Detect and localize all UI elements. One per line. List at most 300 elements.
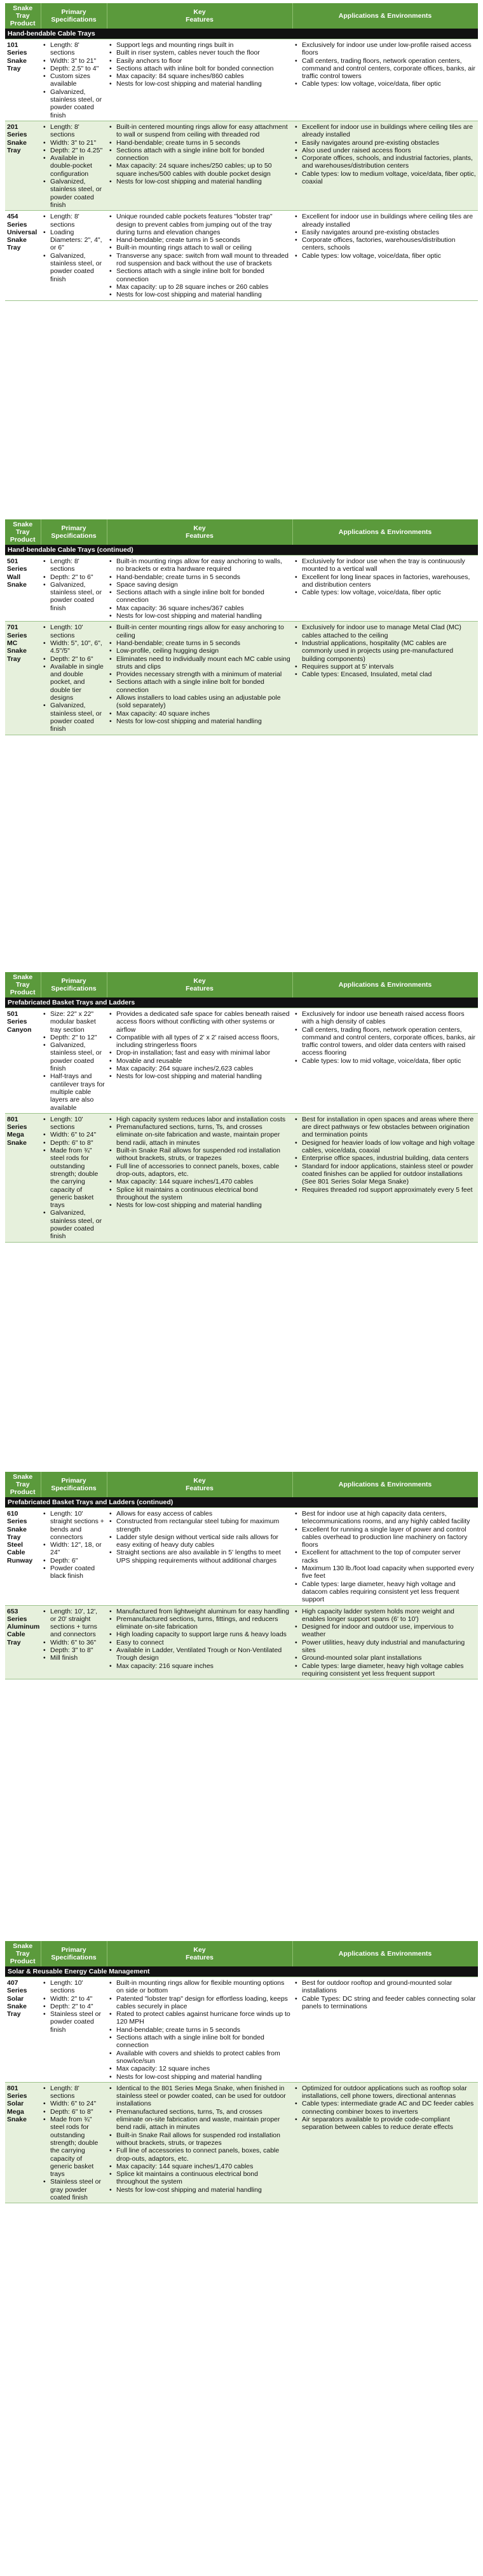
header-primary-specifications [41, 972, 107, 998]
product-name-line: MC Snake [7, 639, 27, 655]
product-name-line: Snake Tray [7, 138, 27, 154]
bullet-item: • Easily navigates around pre-existing obstacles [300, 229, 476, 236]
header-product-line: Snake Tray [13, 973, 33, 989]
primary-specifications-cell [41, 1605, 107, 1679]
product-name-line: Snake Tray [7, 1525, 27, 1541]
header-key-features-line: Features [186, 1954, 214, 1961]
product-name [5, 1508, 41, 1606]
product-row [5, 556, 478, 622]
header-row [5, 519, 478, 545]
bullet-item: • Allows for easy access of cables [114, 1510, 290, 1518]
primary-specifications-cell [41, 39, 107, 121]
spec-table [5, 1472, 478, 1679]
product-row [5, 2082, 478, 2203]
bullet-item: • Available in double-pocket configuration [48, 154, 105, 178]
bullet-item: • Half-trays and cantilever trays for multiple cable layers are also available [48, 1072, 105, 1111]
primary-specifications-cell [41, 1977, 107, 2083]
key-features-cell [107, 622, 292, 735]
bullet-item: • Nests for low-cost shipping and material handling [114, 612, 290, 620]
header-applications-line: Applications & Environments [338, 528, 432, 536]
bullet-item: • Corporate offices, schools, and industrial factories, plants, and warehouses/distribution centers [300, 154, 476, 170]
header-product-line: Snake Tray [13, 1473, 33, 1488]
bullet-item: • Built-in centered mounting rings allow for easy attachment to wall or suspend from ceiling with threaded rod [114, 123, 290, 139]
product-name [5, 211, 41, 300]
bullet-item: • Power utilities, heavy duty industrial and manufacturing sites [300, 1639, 476, 1655]
header-key-features-line: Features [186, 16, 214, 23]
bullet-item: • Full line of accessories to connect panels, boxes, cable drop-outs, adaptors, etc. [114, 1163, 290, 1178]
header-primary-specifications [41, 519, 107, 545]
header-applications-line: Applications & Environments [338, 1481, 432, 1488]
bullet-item: • Cable types: large diameter, heavy high voltage cables requiring consistent yet less frequent support [300, 1662, 476, 1678]
bullet-item: • Length: 8' sections [48, 41, 105, 57]
bullet-item: • Length: 8' sections [48, 557, 105, 573]
table-header [5, 972, 478, 998]
header-product-line: Snake Tray [13, 4, 33, 20]
key-features-list [109, 624, 290, 725]
bullet-item: • Galvanized, stainless steel, or powder coated finish [48, 252, 105, 283]
product-name-line: 454 Series [7, 213, 27, 229]
bullet-item: • Also used under raised access floors [300, 147, 476, 154]
bullet-item: • Loading Diameters: 2", 4", or 6" [48, 229, 105, 252]
bullet-item: • Exclusively for indoor use beneath raised access floors with a high density of cables [300, 1010, 476, 1026]
product-name [5, 556, 41, 622]
product-name-line: Aluminum [7, 1623, 40, 1631]
primary-specifications-cell [41, 1008, 107, 1114]
applications-environments-list [294, 1510, 476, 1604]
bullet-item: • Length: 10' sections [48, 624, 105, 639]
bullet-item: • Corporate offices, factories, warehouses/distribution centers, schools [300, 236, 476, 252]
bullet-item: • Space saving design [114, 581, 290, 589]
header-primary-specifications-line: Primary [61, 8, 86, 16]
primary-specifications-cell [41, 1508, 107, 1606]
bullet-item: • Depth: 2" to 6" [48, 573, 105, 581]
header-product-line: Product [10, 989, 36, 996]
bullet-item: • Made from ¾" steel rods for outstanding strength; double the carrying capacity of generic basket trays [48, 1147, 105, 1209]
bullet-item: • Max capacity: 84 square inches/860 cables [114, 72, 290, 80]
section-title: Hand-bendable Cable Trays [5, 29, 478, 39]
bullet-item: • Cable Types: DC string and feeder cables connecting solar panels to terminations [300, 1995, 476, 2011]
bullet-item: • Splice kit maintains a continuous electrical bond throughout the system [114, 2170, 290, 2186]
bullet-item: • Galvanized, stainless steel, or powder coated finish [48, 1041, 105, 1072]
product-name [5, 1605, 41, 1679]
primary-specifications-list [43, 1010, 105, 1112]
applications-environments-cell [292, 622, 478, 735]
primary-specifications-cell [41, 121, 107, 210]
bullet-item: • Nests for low-cost shipping and material handling [114, 1072, 290, 1080]
header-row [5, 1941, 478, 1966]
bullet-item: • Compatible with all types of 2' x 2' raised access floors, including stringerless floors [114, 1034, 290, 1050]
primary-specifications-list [43, 624, 105, 733]
bullet-item: • Max capacity: 216 square inches [114, 1662, 290, 1670]
header-primary-specifications-line: Specifications [51, 1485, 97, 1492]
product-name-line: 801 Series [7, 2084, 27, 2100]
header-product-line: Snake Tray [13, 521, 33, 536]
bullet-item: • Nests for low-cost shipping and material handling [114, 2186, 290, 2194]
bullet-item: • Custom sizes available [48, 72, 105, 88]
bullet-item: • Depth: 6" to 8" [48, 1139, 105, 1147]
table-body [5, 1497, 478, 1679]
bullet-item: • Hand-bendable; create turns in 5 seconds [114, 236, 290, 244]
bullet-item: • Depth: 3" to 8" [48, 1646, 105, 1654]
bullet-item: • Nests for low-cost shipping and material handling [114, 291, 290, 298]
bullet-item: • Galvanized, stainless steel, or powder coated finish [48, 88, 105, 119]
header-product [5, 972, 41, 998]
bullet-item: • Max capacity: 144 square inches/1,470 cables [114, 1178, 290, 1185]
product-row [5, 1508, 478, 1606]
product-name-line: Snake [7, 2116, 27, 2124]
key-features-cell [107, 2082, 292, 2203]
section-title: Prefabricated Basket Trays and Ladders [5, 998, 478, 1008]
product-name-line: 610 Series [7, 1510, 27, 1526]
section-header-row [5, 29, 478, 39]
table-body [5, 998, 478, 1242]
product-name-line: 101 Series [7, 41, 27, 57]
primary-specifications-list [43, 2085, 105, 2201]
spec-table [5, 519, 478, 735]
header-key-features-line: Key [193, 1477, 206, 1485]
bullet-item: • Depth: 2" to 4" [48, 2003, 105, 2010]
bullet-item: • Length: 10' sections [48, 1979, 105, 1995]
bullet-item: • Maximum 130 lb./foot load capacity when supported every five feet [300, 1565, 476, 1580]
bullet-item: • High loading capacity to support large runs & heavy loads [114, 1631, 290, 1638]
product-name-line: Snake Tray [7, 57, 27, 72]
product-name-line: 501 Series [7, 1010, 27, 1026]
primary-specifications-list [43, 41, 105, 119]
spec-table [5, 972, 478, 1243]
bullet-item: • Excellent for attachment to the top of computer server racks [300, 1549, 476, 1565]
key-features-list [109, 1116, 290, 1210]
panel-2 [5, 519, 478, 945]
product-name-line: Wall Snake [7, 573, 27, 589]
key-features-cell [107, 556, 292, 622]
bullet-item: • Call centers, trading floors, network operation centers, command and control centers, corporate offices, banks, air traffic control towers [300, 57, 476, 81]
table-header [5, 1472, 478, 1497]
bullet-item: • Length: 10' straight sections + bends and connectors [48, 1510, 105, 1541]
product-row [5, 39, 478, 121]
bullet-item: • Built-in mounting rings allow for flexible mounting options on side or bottom [114, 1979, 290, 1995]
bullet-item: • Length: 8' sections [48, 213, 105, 229]
bullet-item: • Available in Ladder, Ventilated Trough or Non-Ventilated Trough design [114, 1646, 290, 1662]
header-primary-specifications-line: Primary [61, 977, 86, 985]
bullet-item: • Hand-bendable; create turns in 5 seconds [114, 573, 290, 581]
bullet-item: • Requires threaded rod support approximately every 5 feet [300, 1186, 476, 1194]
header-key-features-line: Key [193, 1946, 206, 1954]
applications-environments-list [294, 1116, 476, 1194]
bullet-item: • Size: 22" x 22" modular basket tray section [48, 1010, 105, 1034]
key-features-list [109, 41, 290, 88]
header-product-line: Product [10, 1488, 36, 1496]
bullet-item: • Sections attach with a single inline bolt for bonded connection [114, 678, 290, 694]
applications-environments-cell [292, 1977, 478, 2083]
header-primary-specifications [41, 1941, 107, 1966]
header-primary-specifications-line: Primary [61, 1477, 86, 1485]
applications-environments-cell [292, 211, 478, 300]
header-product-line: Product [10, 536, 36, 544]
header-key-features-line: Key [193, 977, 206, 985]
bullet-item: • Nests for low-cost shipping and material handling [114, 80, 290, 88]
bullet-item: • Nests for low-cost shipping and material handling [114, 1201, 290, 1209]
bullet-item: • Cable types: low to mid voltage, voice/data, fiber optic [300, 1057, 476, 1065]
product-name [5, 1008, 41, 1114]
section-header-row [5, 998, 478, 1008]
bullet-item: • Best for indoor use at high capacity data centers, telecommunications rooms, and any highly cabled facility [300, 1510, 476, 1526]
bullet-item: • Max capacity: 12 square inches [114, 2065, 290, 2072]
applications-environments-cell [292, 121, 478, 210]
bullet-item: • Excellent for running a single layer of power and control cables overhead to production line machinery on factory floors [300, 1526, 476, 1549]
bullet-item: • Drop-in installation; fast and easy with minimal labor [114, 1049, 290, 1057]
header-row [5, 1472, 478, 1497]
header-applications [292, 3, 478, 29]
applications-environments-cell [292, 1508, 478, 1606]
bullet-item: • Call centers, trading floors, network operation centers, command and control centers, corporate offices, banks, air traffic control towers, and older data centers with raised access flooring [300, 1026, 476, 1057]
bullet-item: • Rated to protect cables against hurricane force winds up to 120 MPH [114, 2010, 290, 2026]
bullet-item: • Industrial applications, hospitality (MC cables are commonly used in projects using pre-manufactured building components) [300, 639, 476, 663]
product-name-line: 701 Series [7, 624, 27, 639]
bullet-item: • Cable types: intermediate grade AC and DC feeder cables connecting combiner boxes to inverters [300, 2100, 476, 2116]
bullet-item: • Made from ¾" steel rods for outstanding strength; double the carrying capacity of generic basket trays [48, 2116, 105, 2178]
applications-environments-list [294, 624, 476, 678]
applications-environments-cell [292, 2082, 478, 2203]
header-applications [292, 972, 478, 998]
product-name [5, 1977, 41, 2083]
header-product [5, 1472, 41, 1497]
header-primary-specifications-line: Primary [61, 524, 86, 532]
header-key-features [107, 1472, 292, 1497]
bullet-item: • Length: 10', 12', or 20' straight sections + turns and connectors [48, 1608, 105, 1639]
bullet-item: • Support legs and mounting rings built in [114, 41, 290, 49]
panel-1 [5, 3, 478, 492]
bullet-item: • Premanufactured sections, turns, Ts, and crosses eliminate on-site fabrication and waste, maintain proper bend radii, attach in minutes [114, 1123, 290, 1147]
bullet-item: • Premanufactured sections, turns, fittings, and reducers eliminate on-site fabrication [114, 1615, 290, 1631]
bullet-item: • Galvanized, stainless steel, or powder coated finish [48, 581, 105, 612]
header-primary-specifications [41, 3, 107, 29]
product-name-line: 407 Series [7, 1979, 27, 1995]
key-features-list [109, 1010, 290, 1081]
bullet-item: • Provides a dedicated safe space for cables beneath raised access floors without conflicting with other systems or airflow [114, 1010, 290, 1034]
bullet-item: • Width: 6" to 36" [48, 1639, 105, 1646]
bullet-item: • Nests for low-cost shipping and material handling [114, 2073, 290, 2081]
spec-table [5, 1941, 478, 2203]
product-name-line: Tray [7, 655, 21, 663]
bullet-item: • Provides necessary strength with a minimum of material [114, 671, 290, 678]
primary-specifications-list [43, 557, 105, 612]
spec-table [5, 3, 478, 301]
key-features-cell [107, 1977, 292, 2083]
bullet-item: • Cable types: low voltage, voice/data, fiber optic [300, 80, 476, 88]
header-key-features [107, 1941, 292, 1966]
key-features-cell [107, 1508, 292, 1606]
header-applications-line: Applications & Environments [338, 981, 432, 989]
product-row [5, 622, 478, 735]
bullet-item: • Powder coated black finish [48, 1565, 105, 1580]
section-header-row [5, 545, 478, 556]
panel-3 [5, 972, 478, 1444]
bullet-item: • Constructed from rectangular steel tubing for maximum strength [114, 1518, 290, 1533]
bullet-item: • Sections attach with a single inline bolt for bonded connection [114, 147, 290, 163]
product-name-line: 201 Series [7, 123, 27, 139]
header-applications [292, 519, 478, 545]
product-name-line: Universal [7, 228, 37, 236]
bullet-item: • Eliminates need to individually mount each MC cable using struts and clips [114, 655, 290, 671]
bullet-item: • Hand-bendable; create turns in 5 seconds [114, 139, 290, 147]
bullet-item: • Width: 12", 18, or 24" [48, 1541, 105, 1557]
bullet-item: • Depth: 2.5" to 4" [48, 65, 105, 72]
product-name-line: Steel Cable [7, 1541, 25, 1557]
header-key-features [107, 3, 292, 29]
bullet-item: • Best for outdoor rooftop and ground-mounted solar installations [300, 1979, 476, 1995]
product-name-line: Solar [7, 1994, 24, 2003]
header-applications [292, 1941, 478, 1966]
section-title: Hand-bendable Cable Trays (continued) [5, 545, 478, 556]
table-header [5, 3, 478, 29]
header-primary-specifications-line: Primary [61, 1946, 86, 1954]
applications-environments-cell [292, 39, 478, 121]
bullet-item: • Max capacity: 264 square inches/2,623 cables [114, 1065, 290, 1072]
bullet-item: • Width: 5", 10", 6", 4.5"/5" [48, 639, 105, 655]
header-key-features [107, 519, 292, 545]
bullet-item: • Nests for low-cost shipping and material handling [114, 717, 290, 725]
primary-specifications-cell [41, 211, 107, 300]
product-name [5, 1113, 41, 1242]
applications-environments-cell [292, 1008, 478, 1114]
bullet-item: • Exclusively for indoor use when the tray is continuously mounted to a vertical wall [300, 557, 476, 573]
key-features-list [109, 2085, 290, 2194]
bullet-item: • Built-in mounting rings attach to wall or ceiling [114, 244, 290, 251]
product-name-line: Cable [7, 1631, 25, 1639]
key-features-list [109, 1608, 290, 1670]
key-features-cell [107, 39, 292, 121]
bullet-item: • Transverse any space: switch from wall mount to threaded rod suspension and back without the use of brackets [114, 252, 290, 268]
bullet-item: • Identical to the 801 Series Mega Snake, when finished in stainless steel or powder coated, can be used for outdoor installations [114, 2085, 290, 2108]
bullet-item: • Unique rounded cable pockets features "lobster trap" design to prevent cables from jumping out of the tray during turns and elevation changes [114, 213, 290, 236]
table-body [5, 545, 478, 735]
bullet-item: • Length: 8' sections [48, 123, 105, 139]
header-primary-specifications-line: Specifications [51, 985, 97, 992]
bullet-item: • Easily navigates around pre-existing obstacles [300, 139, 476, 147]
panel-5 [5, 1941, 478, 2573]
product-name-line: Mega [7, 1131, 24, 1139]
bullet-item: • Easily anchors to floor [114, 57, 290, 65]
bullet-item: • Patented "lobster trap" design for effortless loading, keeps cables securely in place [114, 1995, 290, 2011]
applications-environments-list [294, 1608, 476, 1678]
bullet-item: • Stainless steel or powder coated finish [48, 2010, 105, 2034]
bullet-item: • Width: 2" to 4" [48, 1995, 105, 2003]
bullet-item: • Air separators available to provide code-compliant separation between cables to reduce derate effects [300, 2116, 476, 2132]
bullet-item: • Width: 3" to 21" [48, 57, 105, 65]
bullet-item: • Available with covers and shields to protect cables from snow/ice/sun [114, 2050, 290, 2065]
bullet-item: • Depth: 2" to 6" [48, 655, 105, 663]
bullet-item: • Max capacity: 40 square inches [114, 710, 290, 717]
bullet-item: • Sections attach with a single inline bolt for bonded connection [114, 2034, 290, 2050]
applications-environments-cell [292, 556, 478, 622]
product-name-line: Canyon [7, 1025, 32, 1034]
product-name-line: Snake Tray [7, 236, 27, 252]
header-key-features-line: Features [186, 1485, 214, 1492]
applications-environments-list [294, 1979, 476, 2010]
bullet-item: • Galvanized, stainless steel, or powder coated finish [48, 1209, 105, 1240]
header-row [5, 972, 478, 998]
bullet-item: • Stainless steel or gray powder coated finish [48, 2178, 105, 2201]
key-features-list [109, 213, 290, 298]
product-name [5, 39, 41, 121]
bullet-item: • Standard for indoor applications, stainless steel or powder coated finishes can be applied for outdoor installations (See 801 Series Solar Mega Snake) [300, 1163, 476, 1186]
bullet-item: • Requires support at 5' intervals [300, 663, 476, 671]
bullet-item: • Sections attach with a single inline bolt for bonded connection [114, 267, 290, 283]
bullet-item: • Excellent for long linear spaces in factories, warehouses, and distribution centers [300, 573, 476, 589]
bullet-item: • Splice kit maintains a continuous electrical bond throughout the system [114, 1186, 290, 1202]
header-applications [292, 1472, 478, 1497]
bullet-item: • Cable types: low voltage, voice/data, fiber optic [300, 252, 476, 260]
bullet-item: • Designed for heavier loads of low voltage and high voltage cables, voice/data, coaxial [300, 1139, 476, 1155]
bullet-item: • Depth: 6" [48, 1557, 105, 1565]
bullet-item: • Depth: 2" to 4.25" [48, 147, 105, 154]
product-row [5, 121, 478, 210]
bullet-item: • Built-in Snake Rail allows for suspended rod installation without brackets, struts, or trapezes [114, 2132, 290, 2147]
applications-environments-list [294, 41, 476, 88]
header-applications-line: Applications & Environments [338, 1950, 432, 1958]
header-key-features [107, 972, 292, 998]
bullet-item: • Cable types: Encased, Insulated, metal clad [300, 671, 476, 678]
bullet-item: • Enterprise office spaces, industrial building, data centers [300, 1154, 476, 1162]
key-features-list [109, 1510, 290, 1565]
bullet-item: • Galvanized, stainless steel, or powder coated finish [48, 702, 105, 733]
header-applications-line: Applications & Environments [338, 12, 432, 20]
bullet-item: • Max capacity: 24 square inches/250 cables; up to 50 square inches/500 cables with double pocket design [114, 162, 290, 178]
table-body [5, 29, 478, 300]
bullet-item: • Best for installation in open spaces and areas where there are direct pathways or few obstacles between origination and termination points [300, 1116, 476, 1139]
primary-specifications-list [43, 1510, 105, 1580]
header-primary-specifications-line: Specifications [51, 16, 97, 23]
header-product [5, 1941, 41, 1966]
header-product-line: Product [10, 1958, 36, 1965]
product-row [5, 1113, 478, 1242]
product-row [5, 1605, 478, 1679]
bullet-item: • Cable types: low to medium voltage, voice/data, fiber optic, coaxial [300, 170, 476, 186]
primary-specifications-list [43, 1608, 105, 1662]
bullet-item: • Depth: 6" to 8" [48, 2108, 105, 2116]
product-name-line: Tray [7, 1638, 21, 1646]
table-body [5, 1966, 478, 2203]
bullet-item: • High capacity system reduces labor and installation costs [114, 1116, 290, 1123]
header-primary-specifications-line: Specifications [51, 1954, 97, 1961]
bullet-item: • Full line of accessories to connect panels, boxes, cable drop-outs, adaptors, etc. [114, 2147, 290, 2163]
key-features-cell [107, 1113, 292, 1242]
product-name-line: 501 Series [7, 557, 27, 573]
product-name [5, 622, 41, 735]
bullet-item: • Easy to connect [114, 1639, 290, 1646]
bullet-item: • Max capacity: 36 square inches/367 cables [114, 604, 290, 612]
applications-environments-list [294, 1010, 476, 1065]
product-row [5, 1008, 478, 1114]
bullet-item: • Premanufactured sections, turns, Ts, and crosses eliminate on-site fabrication and waste, maintain proper bend radii, attach in minutes [114, 2108, 290, 2132]
bullet-item: • Hand-bendable; create turns in 5 seconds [114, 639, 290, 647]
primary-specifications-cell [41, 622, 107, 735]
applications-environments-list [294, 213, 476, 260]
applications-environments-cell [292, 1605, 478, 1679]
key-features-list [109, 557, 290, 620]
bullet-item: • Sections attach with inline bolt for bonded connection [114, 65, 290, 72]
header-product-line: Snake Tray [13, 1942, 33, 1958]
key-features-cell [107, 211, 292, 300]
bullet-item: • Galvanized, stainless steel, or powder coated finish [48, 178, 105, 209]
bullet-item: • Mill finish [48, 1654, 105, 1662]
header-primary-specifications [41, 1472, 107, 1497]
panel-4 [5, 1472, 478, 1913]
primary-specifications-list [43, 213, 105, 283]
table-header [5, 1941, 478, 1966]
key-features-cell [107, 1605, 292, 1679]
bullet-item: • Max capacity: up to 28 square inches or 260 cables [114, 283, 290, 291]
